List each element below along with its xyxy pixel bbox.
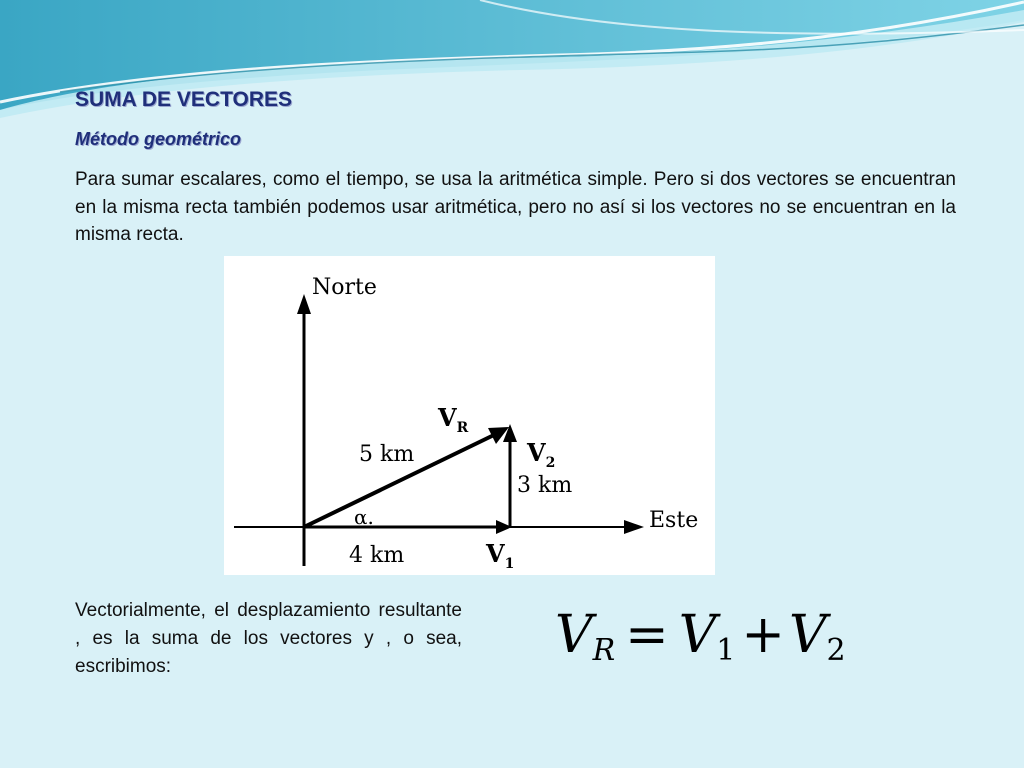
slide-subtitle: Método geométrico bbox=[75, 129, 242, 149]
slide-title: SUMA DE VECTORES bbox=[75, 88, 293, 111]
north-axis-arrowhead bbox=[297, 294, 311, 314]
conclusion-paragraph: Vectorialmente, el desplazamiento resultante , es la suma de los vectores y , o sea, escribimos: bbox=[75, 600, 462, 677]
v2-magnitude-label: 3 km bbox=[517, 473, 573, 498]
intro-paragraph: Para sumar escalares, como el tiempo, se usa la aritmética simple. Pero si dos vectores se encuentran en la misma recta también podemos usar aritmética, pero no así si los vectores no se encuentran en la misma recta. bbox=[75, 169, 956, 245]
east-axis-arrowhead bbox=[624, 520, 644, 534]
v1-label: $V_1$ bbox=[486, 539, 515, 572]
vector-diagram bbox=[224, 256, 715, 575]
equation-text: VR = V1 +V2 bbox=[555, 605, 846, 668]
east-label: Este bbox=[649, 508, 699, 533]
v1-magnitude-label: 4 km bbox=[349, 543, 405, 568]
north-label: Norte bbox=[312, 275, 377, 300]
vr-label: $V_R$ bbox=[438, 403, 469, 436]
vr-magnitude-label: 5 km bbox=[359, 442, 415, 467]
vector-sum-equation bbox=[555, 598, 847, 670]
angle-label: α. bbox=[354, 505, 374, 529]
v2-arrowhead bbox=[503, 424, 517, 442]
v2-label: $V_2$ bbox=[527, 438, 556, 471]
